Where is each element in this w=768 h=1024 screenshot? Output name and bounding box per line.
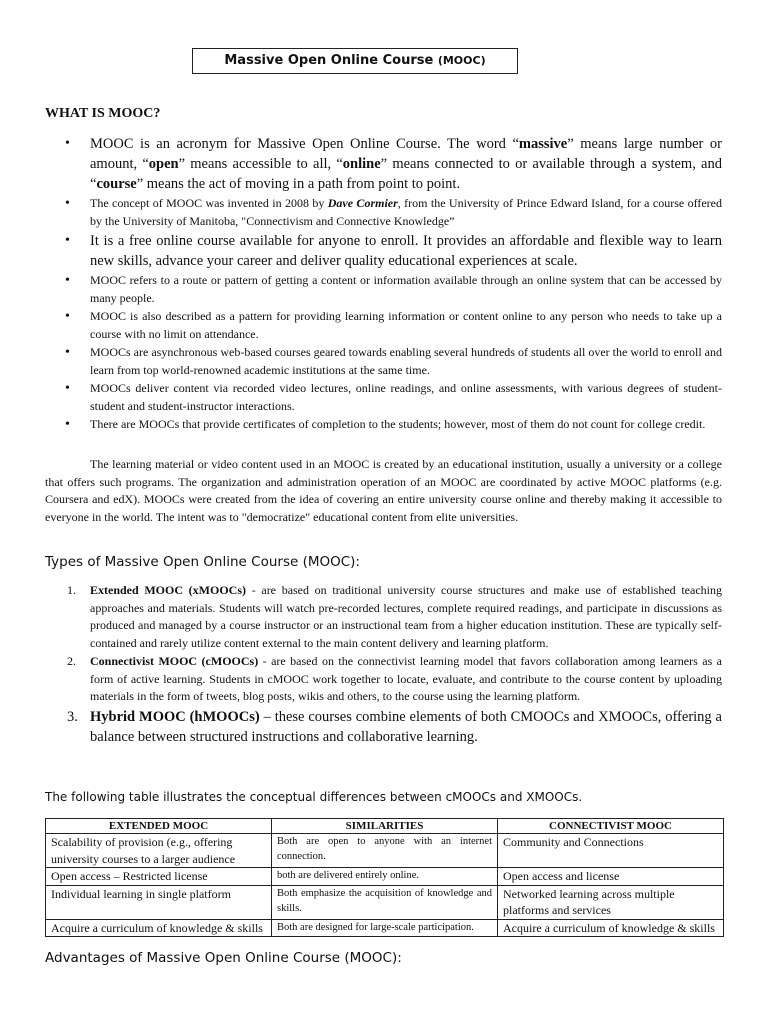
table-header-row <box>46 819 724 834</box>
header-connectivist-mooc: CONNECTIVIST MOOC <box>498 819 724 834</box>
table-cell: Networked learning across multiple platforms and services <box>498 885 724 919</box>
list-number: 1. <box>67 583 76 597</box>
list-number: 2. <box>67 654 76 668</box>
list-item <box>45 272 722 307</box>
bullet-text: There are MOOCs that provide certificates of completion to the students; however, most of them do not count for college credit. <box>90 417 706 431</box>
table-cell: Both emphasize the acquisition of knowledge and skills. <box>272 885 498 919</box>
table-cell: Both are designed for large-scale participation. <box>272 919 498 937</box>
list-item <box>45 134 722 194</box>
table-cell: Open access and license <box>498 868 724 886</box>
document-title-abbrev: (MOOC) <box>437 54 486 67</box>
header-similarities: SIMILARITIES <box>272 819 498 834</box>
list-item <box>45 707 722 747</box>
bullet-text: ” means the act of moving in a path from point to point. <box>136 176 461 192</box>
table-cell: both are delivered entirely online. <box>272 868 498 886</box>
bullet-text: MOOC is an acronym for Massive Open Online Course. The word “ <box>90 136 519 152</box>
list-item <box>45 308 722 343</box>
bullet-text: The concept of MOOC was invented in 2008 by <box>90 196 328 210</box>
emphasis-text: massive <box>518 136 568 152</box>
body-paragraph: The learning material or video content used in an MOOC is created by an educational institution, usually a university or a college that offers such programs. The organization and administration operation of an MOOC are coordinated by active MOOC platforms (e.g. Coursera and edX). MOOCs were created from the idea of covering an entire university course online and thereby making it accessible to everyone in the world. The intent was to "democratize" educational content from elite universities. <box>45 457 722 524</box>
bullet-text: MOOC refers to a route or pattern of getting a content or information available through an online system that can be accessed by many people. <box>90 273 722 305</box>
table-cell: Individual learning in single platform <box>46 885 272 919</box>
list-item <box>45 582 722 652</box>
list-item <box>45 344 722 379</box>
list-item <box>45 653 722 706</box>
types-heading: Types of Massive Open Online Course (MOOC): <box>45 554 360 570</box>
type-term: Hybrid MOOC (hMOOCs) <box>90 708 260 725</box>
emphasis-text: online <box>342 156 381 172</box>
type-description: – these courses combine elements of both CMOOCs and XMOOCs, offering a balance between structured instructions and collaborative learning. <box>90 708 722 745</box>
table-cell: Acquire a curriculum of knowledge & skills <box>46 919 272 937</box>
bullet-text: ” means accessible to all, “ <box>178 156 343 172</box>
type-description: - are based on traditional university course structures and make use of established teaching approaches and materials. Students will watch pre-recorded lectures, complete required readings, and participate in discussions as produced and managed by a course instructor or an instructional team from a higher education institution. These are typically self-contained and rarely utilize content external to the main content delivery and learning platform. <box>90 583 722 650</box>
emphasis-text: course <box>96 176 137 192</box>
bullet-text: ” means connected to or available through a system, and “ <box>90 156 722 192</box>
list-item <box>45 231 722 271</box>
bullet-text: ” means large number or amount, “ <box>90 136 722 172</box>
list-item <box>45 195 722 230</box>
type-description: - are based on the connectivist learning model that favors collaboration among learners as a form of active learning. Students in cMOOC work together to locate, evaluate, and contribute to the course content by uploading materials in the form of tweets, blog posts, wikis and others, to the course using the learning platform. <box>90 654 723 703</box>
document-title-main: Massive Open Online Course <box>224 53 434 68</box>
table-cell: Community and Connections <box>498 834 724 868</box>
emphasis-text: Dave Cormier <box>327 196 398 210</box>
table-cell: Both are open to anyone with an internet connection. <box>272 834 498 868</box>
table-row <box>46 834 724 868</box>
bullet-text: MOOCs deliver content via recorded video lectures, online readings, and online assessments, with various degrees of student-student and student-instructor interactions. <box>90 381 722 413</box>
bullet-text: , from the University of Prince Edward Island, for a course offered by the University of Manitoba, "Connectivism and Connective Knowledge” <box>90 196 722 228</box>
table-intro-text: The following table illustrates the conceptual differences between cMOOCs and XMOOCs. <box>45 790 583 804</box>
comparison-table <box>45 818 724 937</box>
bullet-text: It is a free online course available for anyone to enroll. It provides an affordable and flexible way to learn new skills, advance your career and deliver quality educational experiences at scale. <box>90 233 722 269</box>
list-number: 3. <box>67 708 78 725</box>
table-cell: Open access – Restricted license <box>46 868 272 886</box>
type-term: Extended MOOC (xMOOCs) <box>90 583 247 597</box>
bullet-text: MOOCs are asynchronous web-based courses geared towards enabling several hundreds of students all over the world to enroll and learn from top world-renowned academic institutions at the same time. <box>90 345 722 377</box>
table-row <box>46 868 724 886</box>
table-cell: Acquire a curriculum of knowledge & skills <box>498 919 724 937</box>
document-title <box>192 48 518 74</box>
header-extended-mooc: EXTENDED MOOC <box>46 819 272 834</box>
types-list <box>45 582 722 748</box>
table-row <box>46 919 724 937</box>
table-row <box>46 885 724 919</box>
definition-bullet-list <box>45 134 722 435</box>
bullet-text: MOOC is also described as a pattern for providing learning information or content online to any person who needs to take up a course with no limit on attendance. <box>90 309 722 341</box>
list-item <box>45 380 722 415</box>
list-item <box>45 416 722 434</box>
advantages-heading: Advantages of Massive Open Online Course (MOOC): <box>45 950 402 966</box>
what-is-mooc-heading: WHAT IS MOOC? <box>45 106 161 121</box>
type-term: Connectivist MOOC (cMOOCs) <box>90 654 259 668</box>
table-cell: Scalability of provision (e.g., offering university courses to a larger audience <box>46 834 272 868</box>
emphasis-text: open <box>148 156 179 172</box>
